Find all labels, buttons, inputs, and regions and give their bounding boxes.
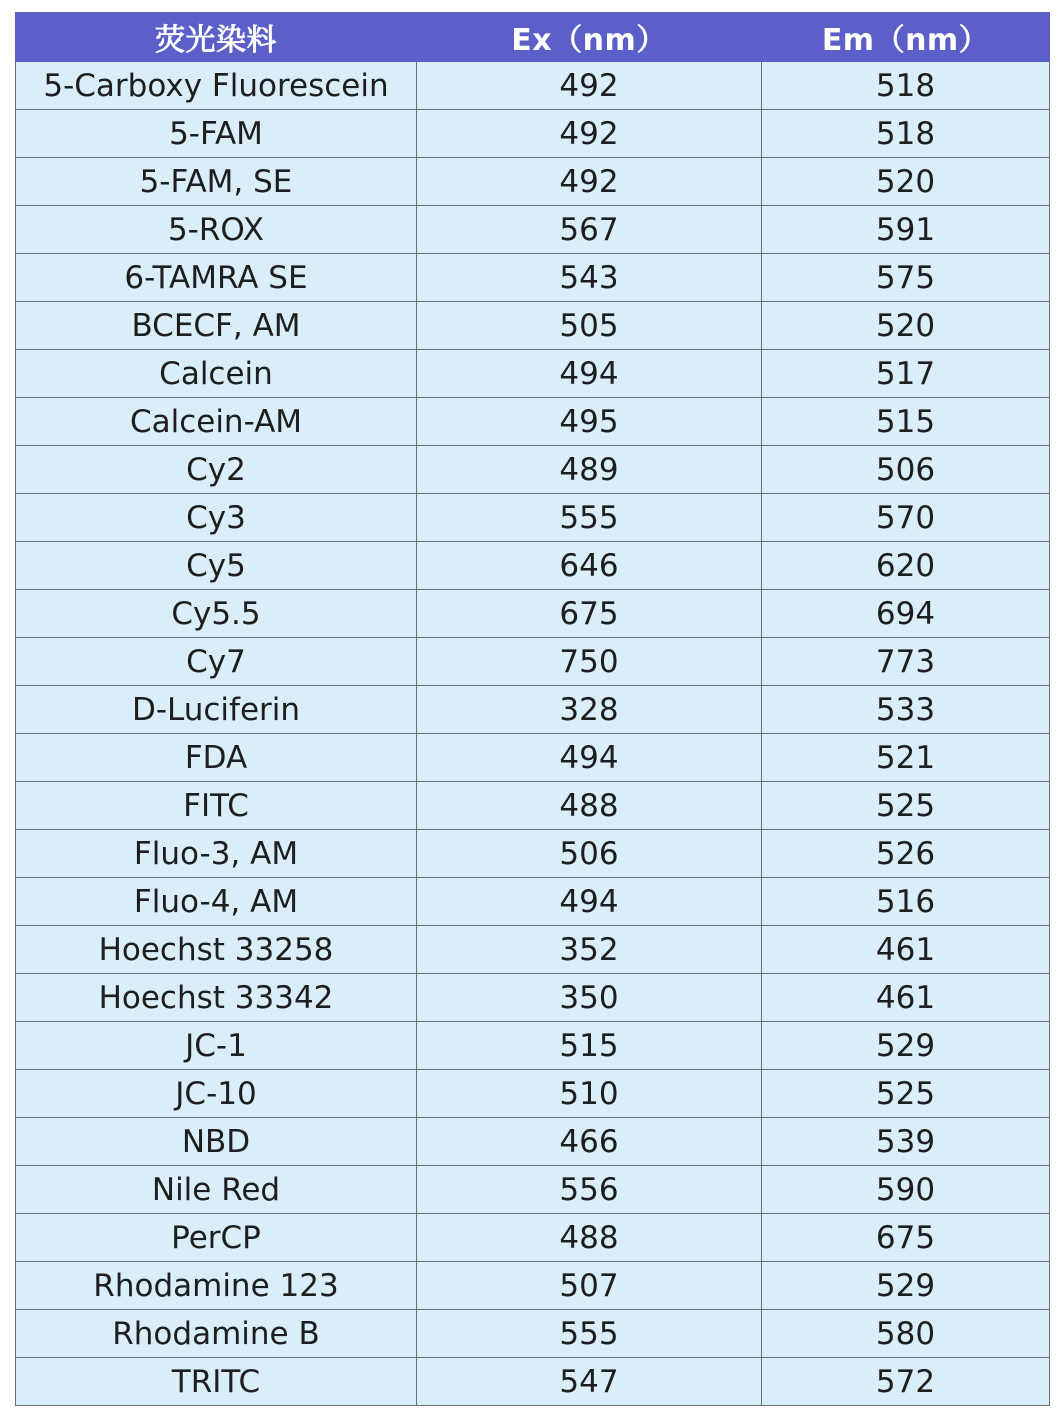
ex-cell: 555 bbox=[417, 494, 762, 542]
table-row bbox=[16, 1166, 1050, 1214]
ex-cell: 492 bbox=[417, 110, 762, 158]
table-row bbox=[16, 590, 1050, 638]
dye-name-cell: 6-TAMRA SE bbox=[16, 254, 417, 302]
em-cell: 520 bbox=[762, 158, 1050, 206]
table-row bbox=[16, 1022, 1050, 1070]
table-row bbox=[16, 398, 1050, 446]
ex-cell: 515 bbox=[417, 1022, 762, 1070]
em-cell: 529 bbox=[762, 1262, 1050, 1310]
dye-name-cell: TRITC bbox=[16, 1358, 417, 1406]
ex-cell: 494 bbox=[417, 350, 762, 398]
table-row bbox=[16, 446, 1050, 494]
table-row bbox=[16, 782, 1050, 830]
ex-cell: 505 bbox=[417, 302, 762, 350]
ex-cell: 494 bbox=[417, 878, 762, 926]
em-cell: 620 bbox=[762, 542, 1050, 590]
ex-cell: 567 bbox=[417, 206, 762, 254]
ex-cell: 555 bbox=[417, 1310, 762, 1358]
table-row bbox=[16, 110, 1050, 158]
em-cell: 461 bbox=[762, 974, 1050, 1022]
ex-cell: 556 bbox=[417, 1166, 762, 1214]
dye-name-cell: JC-1 bbox=[16, 1022, 417, 1070]
em-cell: 515 bbox=[762, 398, 1050, 446]
dye-name-cell: 5-Carboxy Fluorescein bbox=[16, 62, 417, 110]
table-row bbox=[16, 1118, 1050, 1166]
ex-cell: 492 bbox=[417, 158, 762, 206]
em-cell: 575 bbox=[762, 254, 1050, 302]
table-row bbox=[16, 686, 1050, 734]
dye-name-cell: 5-FAM bbox=[16, 110, 417, 158]
ex-cell: 495 bbox=[417, 398, 762, 446]
dye-name-cell: Calcein bbox=[16, 350, 417, 398]
dye-name-cell: NBD bbox=[16, 1118, 417, 1166]
ex-cell: 352 bbox=[417, 926, 762, 974]
dye-name-cell: Cy5 bbox=[16, 542, 417, 590]
dye-name-cell: JC-10 bbox=[16, 1070, 417, 1118]
ex-cell: 492 bbox=[417, 62, 762, 110]
header-em: Em（nm） bbox=[762, 13, 1050, 62]
ex-cell: 547 bbox=[417, 1358, 762, 1406]
table-row bbox=[16, 1070, 1050, 1118]
em-cell: 516 bbox=[762, 878, 1050, 926]
dye-name-cell: Calcein-AM bbox=[16, 398, 417, 446]
ex-cell: 646 bbox=[417, 542, 762, 590]
dye-name-cell: BCECF, AM bbox=[16, 302, 417, 350]
table-row bbox=[16, 926, 1050, 974]
ex-cell: 750 bbox=[417, 638, 762, 686]
dye-name-cell: D-Luciferin bbox=[16, 686, 417, 734]
dye-name-cell: FDA bbox=[16, 734, 417, 782]
dye-name-cell: PerCP bbox=[16, 1214, 417, 1262]
dye-name-cell: Hoechst 33342 bbox=[16, 974, 417, 1022]
table-row bbox=[16, 302, 1050, 350]
dye-name-cell: Fluo-4, AM bbox=[16, 878, 417, 926]
em-cell: 533 bbox=[762, 686, 1050, 734]
em-cell: 521 bbox=[762, 734, 1050, 782]
em-cell: 773 bbox=[762, 638, 1050, 686]
table-row bbox=[16, 638, 1050, 686]
table-row bbox=[16, 206, 1050, 254]
table-row bbox=[16, 830, 1050, 878]
dye-name-cell: Cy3 bbox=[16, 494, 417, 542]
dye-name-cell: Hoechst 33258 bbox=[16, 926, 417, 974]
em-cell: 518 bbox=[762, 110, 1050, 158]
em-cell: 525 bbox=[762, 1070, 1050, 1118]
table-body bbox=[16, 62, 1050, 1406]
em-cell: 529 bbox=[762, 1022, 1050, 1070]
table-row bbox=[16, 974, 1050, 1022]
table-row bbox=[16, 878, 1050, 926]
em-cell: 675 bbox=[762, 1214, 1050, 1262]
em-cell: 525 bbox=[762, 782, 1050, 830]
ex-cell: 507 bbox=[417, 1262, 762, 1310]
dye-name-cell: Cy2 bbox=[16, 446, 417, 494]
em-cell: 539 bbox=[762, 1118, 1050, 1166]
ex-cell: 488 bbox=[417, 1214, 762, 1262]
ex-cell: 510 bbox=[417, 1070, 762, 1118]
em-cell: 506 bbox=[762, 446, 1050, 494]
em-cell: 518 bbox=[762, 62, 1050, 110]
ex-cell: 488 bbox=[417, 782, 762, 830]
ex-cell: 489 bbox=[417, 446, 762, 494]
dye-name-cell: Cy5.5 bbox=[16, 590, 417, 638]
table-row bbox=[16, 734, 1050, 782]
table-row bbox=[16, 350, 1050, 398]
table-row bbox=[16, 1214, 1050, 1262]
header-ex: Ex（nm） bbox=[417, 13, 762, 62]
dye-name-cell: Nile Red bbox=[16, 1166, 417, 1214]
em-cell: 517 bbox=[762, 350, 1050, 398]
table-row bbox=[16, 1358, 1050, 1406]
dye-name-cell: Cy7 bbox=[16, 638, 417, 686]
table-row bbox=[16, 542, 1050, 590]
dye-name-cell: Rhodamine B bbox=[16, 1310, 417, 1358]
ex-cell: 350 bbox=[417, 974, 762, 1022]
table-row bbox=[16, 1310, 1050, 1358]
em-cell: 590 bbox=[762, 1166, 1050, 1214]
fluorescent-dye-table bbox=[15, 12, 1050, 1406]
header-row bbox=[16, 13, 1050, 62]
em-cell: 572 bbox=[762, 1358, 1050, 1406]
table-row bbox=[16, 158, 1050, 206]
dye-name-cell: 5-ROX bbox=[16, 206, 417, 254]
dye-name-cell: Fluo-3, AM bbox=[16, 830, 417, 878]
dye-table-container bbox=[15, 12, 1049, 1406]
dye-name-cell: FITC bbox=[16, 782, 417, 830]
dye-name-cell: 5-FAM, SE bbox=[16, 158, 417, 206]
ex-cell: 466 bbox=[417, 1118, 762, 1166]
table-row bbox=[16, 62, 1050, 110]
em-cell: 694 bbox=[762, 590, 1050, 638]
ex-cell: 543 bbox=[417, 254, 762, 302]
em-cell: 580 bbox=[762, 1310, 1050, 1358]
em-cell: 520 bbox=[762, 302, 1050, 350]
ex-cell: 675 bbox=[417, 590, 762, 638]
header-dye: 荧光染料 bbox=[16, 13, 417, 62]
em-cell: 461 bbox=[762, 926, 1050, 974]
table-row bbox=[16, 1262, 1050, 1310]
dye-name-cell: Rhodamine 123 bbox=[16, 1262, 417, 1310]
em-cell: 591 bbox=[762, 206, 1050, 254]
ex-cell: 506 bbox=[417, 830, 762, 878]
ex-cell: 328 bbox=[417, 686, 762, 734]
em-cell: 570 bbox=[762, 494, 1050, 542]
table-row bbox=[16, 494, 1050, 542]
ex-cell: 494 bbox=[417, 734, 762, 782]
table-row bbox=[16, 254, 1050, 302]
em-cell: 526 bbox=[762, 830, 1050, 878]
